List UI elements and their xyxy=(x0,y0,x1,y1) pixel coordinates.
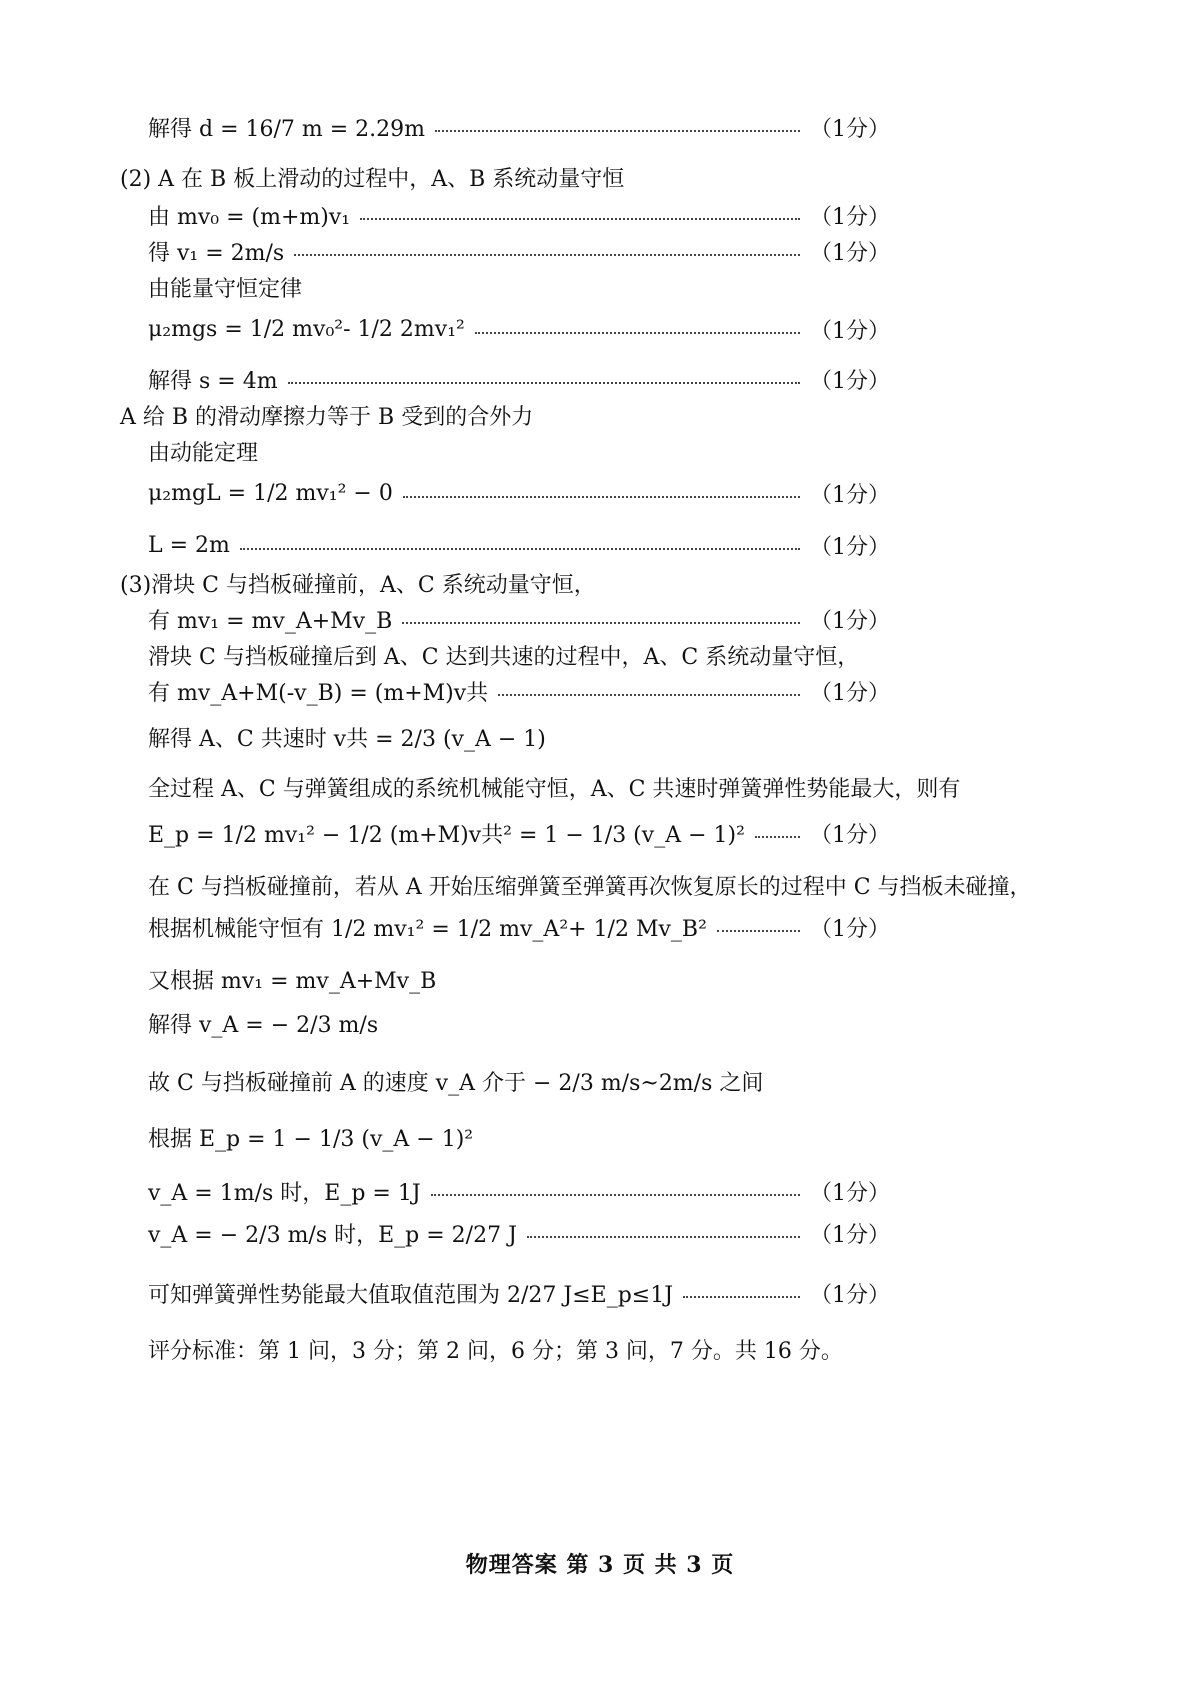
score-marker: （1分） xyxy=(810,680,890,706)
line-text: μ₂mgs = 1/2 mv₀²- 1/2 2mv₁² xyxy=(148,316,465,342)
score-marker: （1分） xyxy=(810,822,890,848)
solution-line xyxy=(148,1058,763,1104)
leader-dots xyxy=(498,694,800,696)
line-text: 有 mv₁ = mv_A+Mv_B xyxy=(148,608,393,634)
solution-line xyxy=(148,1114,473,1160)
solution-line xyxy=(148,1270,890,1316)
leader-dots xyxy=(402,622,800,624)
line-text: 解得 v_A = − 2/3 m/s xyxy=(148,1012,379,1038)
line-text: 可知弹簧弹性势能最大值取值范围为 2/27 J≤E_p≤1J xyxy=(148,1282,674,1308)
line-text: v_A = − 2/3 m/s 时，E_p = 2/27 J xyxy=(148,1222,517,1248)
score-marker: （1分） xyxy=(810,1222,890,1248)
line-text: 由能量守恒定律 xyxy=(148,276,303,302)
score-marker: （1分） xyxy=(810,534,890,560)
score-marker: （1分） xyxy=(810,1180,890,1206)
solution-line xyxy=(148,714,546,760)
score-marker: （1分） xyxy=(810,240,890,266)
leader-dots xyxy=(403,496,800,498)
line-text: 解得 A、C 共速时 v共 = 2/3 (v_A − 1) xyxy=(148,726,546,752)
line-text: 得 v₁ = 2m/s xyxy=(148,240,285,266)
solution-line xyxy=(148,1000,378,1046)
score-marker: （1分） xyxy=(810,1282,890,1308)
leader-dots xyxy=(683,1296,800,1298)
solution-line xyxy=(148,764,960,810)
line-text: A 给 B 的滑动摩擦力等于 B 受到的合外力 xyxy=(120,404,534,430)
solution-line xyxy=(148,428,258,474)
score-marker: （1分） xyxy=(810,204,890,230)
line-text: 有 mv_A+M(-v_B) = (m+M)v共 xyxy=(148,680,489,706)
solution-line xyxy=(148,104,890,150)
solution-line xyxy=(148,306,890,352)
leader-dots xyxy=(294,254,800,256)
solution-line xyxy=(148,264,302,310)
score-marker: （1分） xyxy=(810,482,890,508)
line-text: (3)滑块 C 与挡板碰撞前，A、C 系统动量守恒， xyxy=(120,572,596,598)
page-footer: 物理答案 第 3 页 共 3 页 xyxy=(465,1552,735,1578)
line-text: μ₂mgL = 1/2 mv₁² − 0 xyxy=(148,480,393,506)
leader-dots xyxy=(240,548,800,550)
line-text: v_A = 1m/s 时，E_p = 1J xyxy=(148,1180,421,1206)
leader-dots xyxy=(431,1194,800,1196)
solution-line xyxy=(148,1326,843,1372)
line-text: 又根据 mv₁ = mv_A+Mv_B xyxy=(148,968,437,994)
solution-line xyxy=(148,1168,890,1214)
line-text: E_p = 1/2 mv₁² − 1/2 (m+M)v共² = 1 − 1/3 (v_A − 1)² xyxy=(148,822,745,848)
solution-line xyxy=(148,862,1032,908)
solution-line xyxy=(148,470,890,516)
leader-dots xyxy=(755,836,800,838)
score-marker: （1分） xyxy=(810,916,890,942)
score-marker: （1分） xyxy=(810,318,890,344)
line-text: 根据 E_p = 1 − 1/3 (v_A − 1)² xyxy=(148,1126,474,1152)
line-text: L = 2m xyxy=(148,532,230,558)
solution-line xyxy=(148,1210,890,1256)
score-marker: （1分） xyxy=(810,116,890,142)
score-marker: （1分） xyxy=(810,608,890,634)
line-text: 解得 s = 4m xyxy=(148,368,278,394)
line-text: 由动能定理 xyxy=(148,440,259,466)
line-text: 滑块 C 与挡板碰撞后到 A、C 达到共速的过程中，A、C 系统动量守恒， xyxy=(148,644,860,670)
leader-dots xyxy=(527,1236,800,1238)
solution-line xyxy=(148,904,890,950)
line-text: 故 C 与挡板碰撞前 A 的速度 v_A 介于 − 2/3 m/s~2m/s 之间 xyxy=(148,1070,764,1096)
leader-dots xyxy=(435,130,800,132)
leader-dots xyxy=(717,930,800,932)
leader-dots xyxy=(288,382,800,384)
solution-line xyxy=(148,956,436,1002)
line-text: (2) A 在 B 板上滑动的过程中，A、B 系统动量守恒 xyxy=(120,166,625,192)
line-text: 在 C 与挡板碰撞前，若从 A 开始压缩弹簧至弹簧再次恢复原长的过程中 C 与挡板未碰撞， xyxy=(148,874,1032,900)
leader-dots xyxy=(475,332,800,334)
score-marker: （1分） xyxy=(810,368,890,394)
line-text: 根据机械能守恒有 1/2 mv₁² = 1/2 mv_A²+ 1/2 Mv_B² xyxy=(148,916,707,942)
solution-line xyxy=(148,668,890,714)
line-text: 评分标准：第 1 问，3 分；第 2 问，6 分；第 3 问，7 分。共 16 分。 xyxy=(148,1338,843,1364)
line-text: 解得 d = 16/7 m = 2.29m xyxy=(148,116,426,142)
leader-dots xyxy=(360,218,800,220)
solution-line xyxy=(148,810,890,856)
line-text: 全过程 A、C 与弹簧组成的系统机械能守恒，A、C 共速时弹簧弹性势能最大，则有 xyxy=(148,776,961,802)
line-text: 由 mv₀ = (m+m)v₁ xyxy=(148,204,351,230)
